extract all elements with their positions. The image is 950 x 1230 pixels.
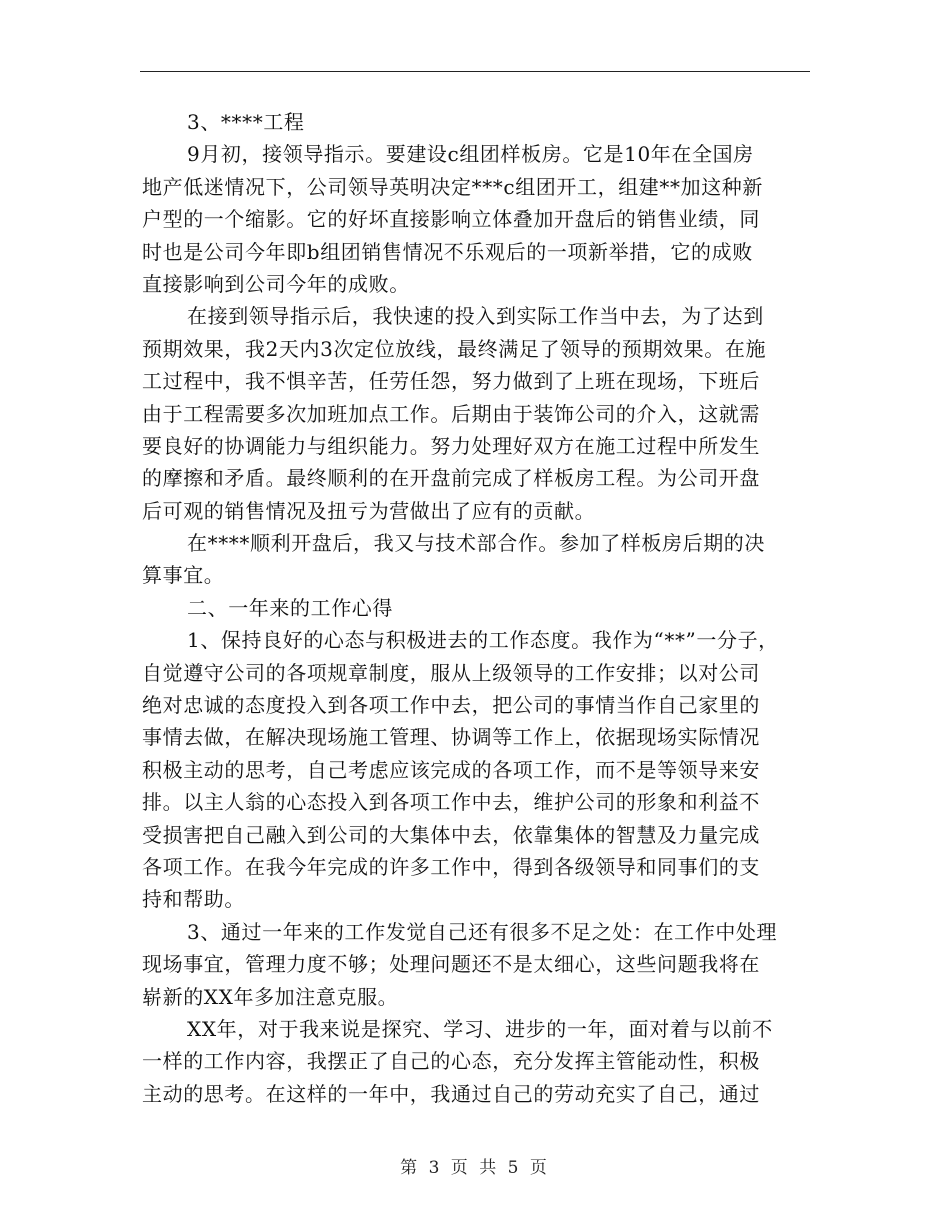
text-line: 积极主动的思考，自己考虑应该完成的各项工作，而不是等领导来安 bbox=[142, 757, 760, 782]
text-line: 3、通过一年来的工作发觉自己还有很多不足之处：在工作中处理 bbox=[187, 919, 778, 944]
text-line: XX年，对于我来说是探究、学习、进步的一年，面对着与以前不 bbox=[187, 1016, 773, 1041]
text-line: 在****顺利开盘后，我又与技术部合作。参加了样板房后期的决 bbox=[187, 531, 765, 556]
text-line: 户型的一个缩影。它的好坏直接影响立体叠加开盘后的销售业绩，同 bbox=[142, 207, 760, 232]
text-line: 要良好的协调能力与组织能力。努力处理好双方在施工过程中所发生 bbox=[142, 433, 760, 458]
text-line: 排。以主人翁的心态投入到各项工作中去，维护公司的形象和利益不 bbox=[142, 790, 760, 815]
document-body bbox=[142, 106, 822, 1110]
text-line: 现场事宜，管理力度不够；处理问题还不是太细心，这些问题我将在 bbox=[142, 952, 760, 977]
text-line: 持和帮助。 bbox=[142, 887, 245, 912]
paragraph-point-3 bbox=[142, 916, 822, 1013]
header-rule bbox=[140, 71, 810, 72]
text-line: 3、****工程 bbox=[187, 110, 305, 134]
text-line: 算事宜。 bbox=[142, 563, 225, 588]
text-line: 时也是公司今年即b组团销售情况不乐观后的一项新举措，它的成败 bbox=[142, 239, 753, 264]
heading-project-3 bbox=[142, 106, 822, 138]
paragraph-xx-year bbox=[142, 1013, 822, 1110]
text-line: 工过程中，我不惧辛苦，任劳任怨，努力做到了上班在现场，下班后 bbox=[142, 369, 760, 394]
text-line: 在接到领导指示后，我快速的投入到实际工作当中去，为了达到 bbox=[187, 304, 764, 329]
text-line: 后可观的销售情况及扭亏为营做出了应有的贡献。 bbox=[142, 498, 596, 523]
text-line: 直接影响到公司今年的成败。 bbox=[142, 271, 410, 296]
text-line: 一样的工作内容，我摆正了自己的心态，充分发挥主管能动性，积极 bbox=[142, 1049, 760, 1074]
paragraph-after-instructions bbox=[142, 300, 822, 527]
text-line: 由于工程需要多次加班加点工作。后期由于装饰公司的介入，这就需 bbox=[142, 401, 760, 426]
text-line: 自觉遵守公司的各项规章制度，服从上级领导的工作安排；以对公司 bbox=[142, 660, 760, 685]
text-line: 受损害把自己融入到公司的大集体中去，依靠集体的智慧及力量完成 bbox=[142, 822, 760, 847]
text-line: 事情去做，在解决现场施工管理、协调等工作上，依据现场实际情况 bbox=[142, 725, 760, 750]
paragraph-point-1 bbox=[142, 624, 822, 916]
heading-section-2 bbox=[142, 592, 822, 624]
text-line: 9月初，接领导指示。要建设c组团样板房。它是10年在全国房 bbox=[187, 142, 754, 167]
text-line: 各项工作。在我今年完成的许多工作中，得到各级领导和同事们的支 bbox=[142, 854, 760, 879]
text-line: 崭新的XX年多加注意克服。 bbox=[142, 984, 399, 1009]
text-line: 地产低迷情况下，公司领导英明决定***c组团开工，组建**加这种新 bbox=[142, 174, 764, 199]
text-line: 绝对忠诚的态度投入到各项工作中去，把公司的事情当作自己家里的 bbox=[142, 693, 760, 718]
text-line: 的摩擦和矛盾。最终顺利的在开盘前完成了样板房工程。为公司开盘 bbox=[142, 466, 760, 491]
page-number-footer: 第 3 页 共 5 页 bbox=[400, 1158, 550, 1178]
text-line: 二、一年来的工作心得 bbox=[187, 595, 393, 620]
text-line: 主动的思考。在这样的一年中，我通过自己的劳动充实了自己，通过 bbox=[142, 1081, 760, 1106]
text-line: 1、保持良好的心态与积极进去的工作态度。我作为“**”一分子， bbox=[187, 628, 779, 653]
paragraph-september bbox=[142, 138, 822, 300]
paragraph-after-opening bbox=[142, 527, 822, 592]
text-line: 预期效果，我2天内3次定位放线，最终满足了领导的预期效果。在施 bbox=[142, 336, 767, 361]
